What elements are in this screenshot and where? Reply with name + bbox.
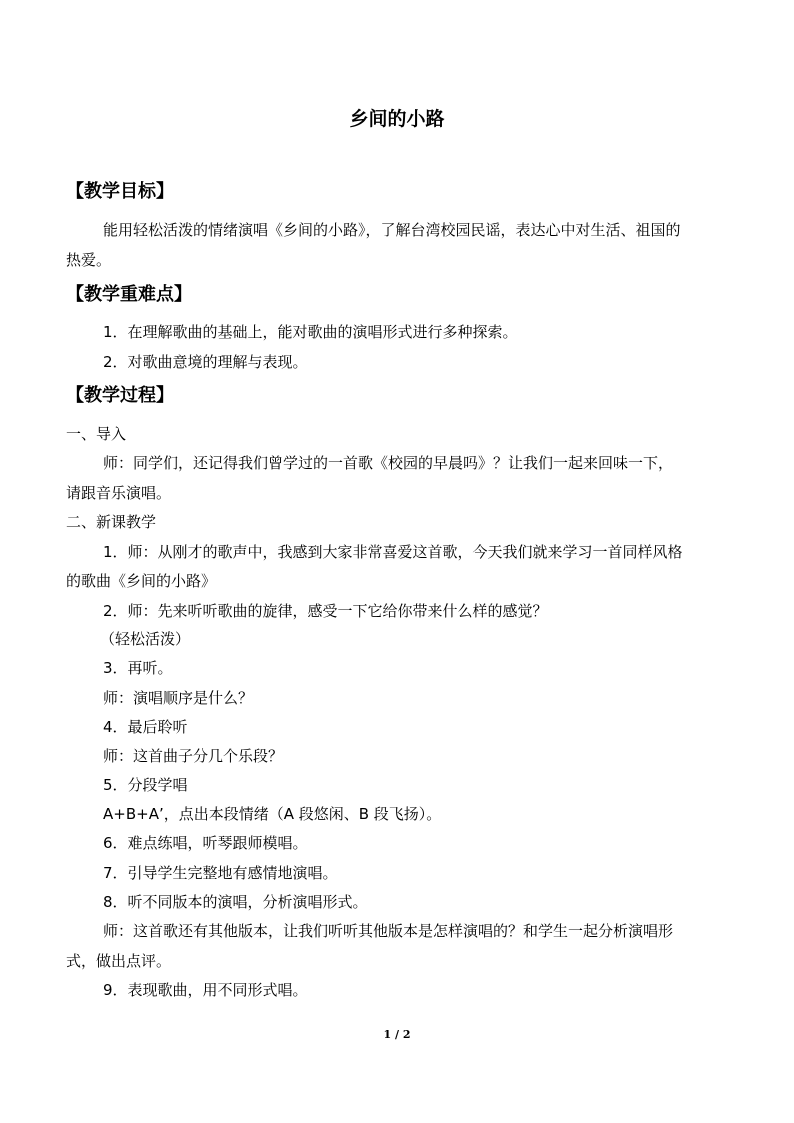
process-line: 6．难点练唱，听琴跟师模唱。 (103, 834, 308, 852)
section-heading-key-points: 【教学重难点】 (66, 284, 192, 305)
process-line: 1．师：从刚才的歌声中，我感到大家非常喜爱这首歌，今天我们就来学习一首同样风格 (103, 543, 683, 561)
process-line: A+B+A’，点出本段情绪（A 段悠闲、B 段飞扬）。 (103, 805, 442, 823)
process-line: 式，做出点评。 (66, 952, 172, 970)
document-title: 乡间的小路 (349, 108, 445, 130)
key-point-item: 2．对歌曲意境的理解与表现。 (103, 353, 308, 371)
process-line: 3．再听。 (103, 659, 173, 677)
process-line: 2．师：先来听听歌曲的旋律，感受一下它给你带来什么样的感觉？ (103, 602, 548, 620)
process-subheading-new-lesson: 二、新课教学 (66, 513, 157, 531)
process-subheading-intro: 一、导入 (66, 425, 127, 443)
process-line: 4．最后聆听 (103, 718, 188, 736)
section-heading-process: 【教学过程】 (66, 385, 174, 406)
section-heading-objectives: 【教学目标】 (66, 181, 174, 202)
objectives-line: 能用轻松活泼的情绪演唱《乡间的小路》，了解台湾校园民谣，表达心中对生活、祖国的 (103, 221, 681, 239)
process-line: 7．引导学生完整地有感情地演唱。 (103, 864, 338, 882)
objectives-line: 热爱。 (66, 251, 112, 269)
process-line: 8．听不同版本的演唱，分析演唱形式。 (103, 893, 368, 911)
process-line: 请跟音乐演唱。 (66, 484, 172, 502)
page-number: 1 / 2 (383, 1028, 411, 1041)
process-line: 师：这首曲子分几个乐段？ (103, 747, 284, 765)
process-line: 的歌曲《乡间的小路》 (66, 572, 217, 590)
key-point-item: 1．在理解歌曲的基础上，能对歌曲的演唱形式进行多种探索。 (103, 323, 518, 341)
process-line: 师：演唱顺序是什么？ (103, 689, 254, 707)
process-line: （轻松活泼） (100, 630, 191, 648)
process-line: 师：这首歌还有其他版本，让我们听听其他版本是怎样演唱的？和学生一起分析演唱形 (103, 922, 674, 940)
process-line: 5．分段学唱 (103, 776, 188, 794)
process-line: 师：同学们，还记得我们曾学过的一首歌《校园的早晨吗》？让我们一起来回味一下， (103, 454, 674, 472)
process-line: 9．表现歌曲，用不同形式唱。 (103, 981, 308, 999)
